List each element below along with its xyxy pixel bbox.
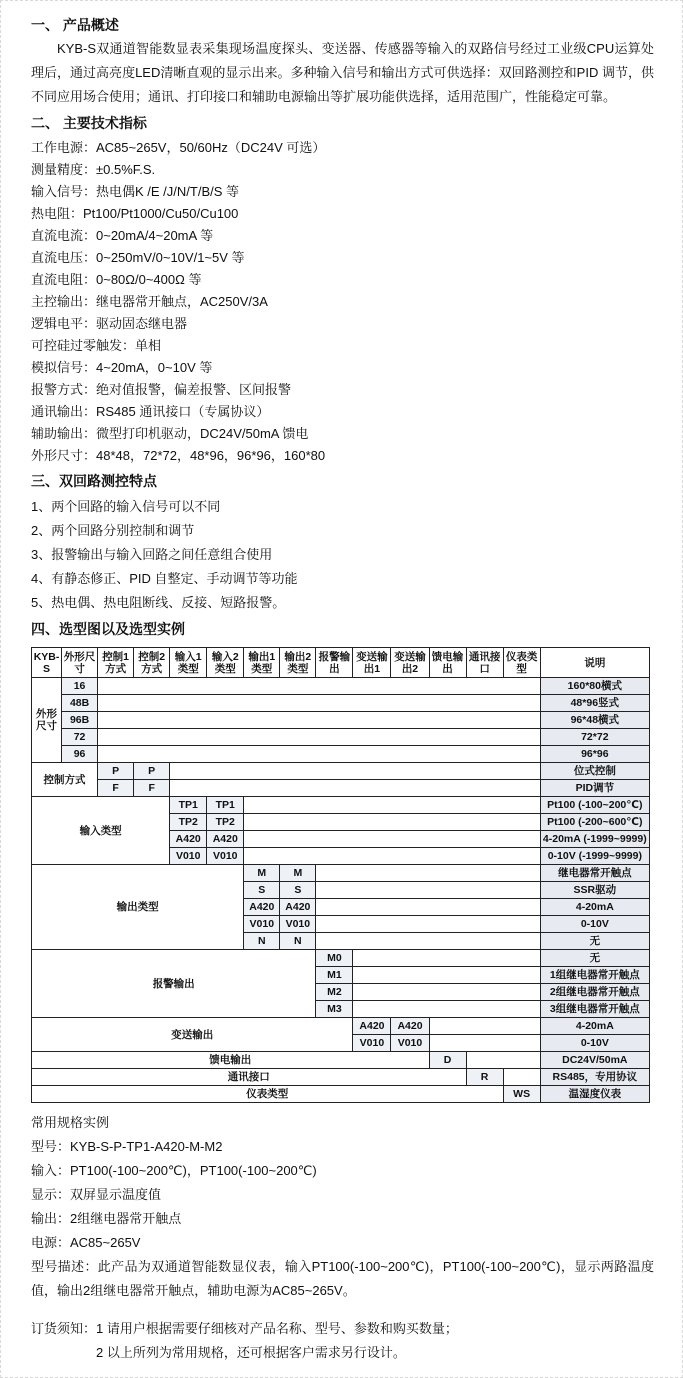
code-cell: M: [280, 865, 316, 882]
desc-cell: PID调节: [540, 780, 649, 797]
code-cell: 48B: [62, 695, 98, 712]
spec-item: 通讯输出：RS485 通讯接口（专属协议）: [31, 404, 270, 419]
section-4-heading: 四、选型图以及选型实例: [31, 621, 185, 637]
code-cell: A420: [207, 831, 244, 848]
spec-example-item: 型号：KYB-S-P-TP1-A420-M-M2: [31, 1139, 223, 1154]
spacer-cell: [316, 933, 540, 950]
table-row: [32, 780, 650, 797]
code-cell: M1: [316, 967, 353, 984]
feature-list: [31, 495, 654, 615]
code-cell: V010: [391, 1035, 429, 1052]
spec-item: 直流电流：0~20mA/4~20mA 等: [31, 228, 214, 243]
spacer-cell: [98, 729, 541, 746]
spec-example-item: 显示：双屏显示温度值: [31, 1187, 162, 1202]
spacer-cell: [98, 695, 541, 712]
spec-item: 辅助输出：微型打印机驱动，DC24V/50mA 馈电: [31, 426, 309, 441]
spacer-cell: [244, 831, 540, 848]
desc-cell: 160*80横式: [540, 678, 649, 695]
table-row: [32, 950, 650, 967]
table-header-row: [32, 648, 650, 678]
col-header: 输入2类型: [207, 648, 244, 678]
code-cell: 96B: [62, 712, 98, 729]
code-cell: A420: [280, 899, 316, 916]
col-header: 馈电输出: [429, 648, 466, 678]
col-header: 说明: [540, 648, 649, 678]
col-header: 外形尺寸: [62, 648, 98, 678]
code-cell: WS: [503, 1086, 540, 1103]
desc-cell: 96*48横式: [540, 712, 649, 729]
section-label-cell: 控制方式: [32, 763, 98, 797]
spec-item: 直流电压：0~250mV/0~10V/1~5V 等: [31, 250, 245, 265]
order-notes: [31, 1317, 654, 1365]
spacer-cell: [98, 746, 541, 763]
code-cell: F: [134, 780, 170, 797]
code-cell: V010: [244, 916, 280, 933]
spacer-cell: [353, 967, 540, 984]
code-cell: A420: [391, 1018, 429, 1035]
spec-item: 热电阻：Pt100/Pt1000/Cu50/Cu100: [31, 206, 239, 221]
section-label-cell: 变送输出: [32, 1018, 353, 1052]
table-row: [32, 1018, 650, 1035]
col-header: 仪表类型: [503, 648, 540, 678]
spacer-cell: [244, 814, 540, 831]
desc-cell: 0-10V: [540, 916, 649, 933]
col-header: 控制2方式: [134, 648, 170, 678]
table-row: [32, 1052, 650, 1069]
desc-cell: RS485，专用协议: [540, 1069, 649, 1086]
col-header: 变送输出1: [353, 648, 391, 678]
spacer-cell: [98, 712, 541, 729]
desc-cell: 0-10V: [540, 1035, 649, 1052]
spacer-cell: [466, 1052, 540, 1069]
code-cell: M0: [316, 950, 353, 967]
code-cell: M: [244, 865, 280, 882]
desc-cell: 无: [540, 950, 649, 967]
code-cell: M2: [316, 984, 353, 1001]
section-label-cell: 外形尺寸: [32, 678, 62, 763]
section-label-cell: 报警输出: [32, 950, 316, 1018]
desc-cell: SSR驱动: [540, 882, 649, 899]
code-cell: N: [280, 933, 316, 950]
table-row: [32, 746, 650, 763]
desc-cell: 48*96竖式: [540, 695, 649, 712]
spacer-cell: [244, 797, 540, 814]
code-cell: 16: [62, 678, 98, 695]
code-cell: 72: [62, 729, 98, 746]
table-row: [32, 865, 650, 882]
desc-cell: 温湿度仪表: [540, 1086, 649, 1103]
desc-cell: 4-20mA: [540, 899, 649, 916]
spacer-cell: [316, 899, 540, 916]
col-header: 输出2类型: [280, 648, 316, 678]
feature-item: 5、热电偶、热电阻断线、反接、短路报警。: [31, 595, 286, 610]
table-row: [32, 678, 650, 695]
spec-item: 输入信号：热电偶K /E /J/N/T/B/S 等: [31, 184, 240, 199]
feature-item: 3、报警输出与输入回路之间任意组合使用: [31, 547, 273, 562]
model-selection-table: [31, 647, 650, 1103]
desc-cell: 96*96: [540, 746, 649, 763]
tech-spec-list: [31, 137, 654, 467]
spec-item: 模拟信号：4~20mA，0~10V 等: [31, 360, 213, 375]
spec-item: 直流电阻：0~80Ω/0~400Ω 等: [31, 272, 202, 287]
code-cell: TP2: [207, 814, 244, 831]
desc-cell: 72*72: [540, 729, 649, 746]
col-header: KYB-S: [32, 648, 62, 678]
section-label-cell: 通讯接口: [32, 1069, 467, 1086]
spacer-cell: [429, 1035, 540, 1052]
code-cell: P: [134, 763, 170, 780]
desc-cell: 4-20mA (-1999~9999): [540, 831, 649, 848]
spacer-cell: [353, 984, 540, 1001]
code-cell: F: [98, 780, 134, 797]
code-cell: V010: [207, 848, 244, 865]
desc-cell: DC24V/50mA: [540, 1052, 649, 1069]
spec-example-block: [31, 1111, 654, 1303]
code-cell: TP1: [170, 797, 207, 814]
spec-item: 主控输出：继电器常开触点，AC250V/3A: [31, 294, 268, 309]
desc-cell: 4-20mA: [540, 1018, 649, 1035]
col-header: 输出1类型: [244, 648, 280, 678]
code-cell: A420: [170, 831, 207, 848]
code-cell: V010: [170, 848, 207, 865]
desc-cell: 0-10V (-1999~9999): [540, 848, 649, 865]
spacer-cell: [244, 848, 540, 865]
spec-example-item: 输出：2组继电器常开触点: [31, 1211, 182, 1226]
desc-cell: 无: [540, 933, 649, 950]
desc-cell: 2组继电器常开触点: [540, 984, 649, 1001]
spec-example-item: 电源：AC85~265V: [31, 1235, 141, 1250]
section-label-cell: 输入类型: [32, 797, 170, 865]
table-row: [32, 695, 650, 712]
spacer-cell: [353, 950, 540, 967]
spacer-cell: [353, 1001, 540, 1018]
code-cell: D: [429, 1052, 466, 1069]
table-row: [32, 729, 650, 746]
code-cell: TP2: [170, 814, 207, 831]
order-note-line: 订货须知：1 请用户根据需要仔细核对产品名称、型号、参数和购买数量；: [31, 1321, 458, 1336]
spacer-cell: [170, 763, 540, 780]
code-cell: P: [98, 763, 134, 780]
code-cell: R: [466, 1069, 503, 1086]
section-2-heading: 二、 主要技术指标: [31, 115, 147, 131]
feature-item: 2、两个回路分别控制和调节: [31, 523, 195, 538]
spec-example-title: 常用规格实例: [31, 1115, 110, 1130]
desc-cell: 1组继电器常开触点: [540, 967, 649, 984]
desc-cell: Pt100 (-100~200℃): [540, 797, 649, 814]
col-header: 变送输出2: [391, 648, 429, 678]
spec-item: 逻辑电平：驱动固态继电器: [31, 316, 188, 331]
table-row: [32, 1086, 650, 1103]
desc-cell: Pt100 (-200~600℃): [540, 814, 649, 831]
feature-item: 4、有静态修正、PID 自整定、手动调节等功能: [31, 571, 298, 586]
spacer-cell: [316, 916, 540, 933]
spacer-cell: [98, 678, 541, 695]
section-label-cell: 馈电输出: [32, 1052, 430, 1069]
col-header: 输入1类型: [170, 648, 207, 678]
col-header: 控制1方式: [98, 648, 134, 678]
spec-item: 外形尺寸：48*48，72*72，48*96，96*96，160*80: [31, 448, 326, 463]
table-row: [32, 797, 650, 814]
feature-item: 1、两个回路的输入信号可以不同: [31, 499, 221, 514]
code-cell: A420: [353, 1018, 391, 1035]
code-cell: N: [244, 933, 280, 950]
spacer-cell: [170, 780, 540, 797]
table-row: [32, 1069, 650, 1086]
spacer-cell: [316, 865, 540, 882]
section-label-cell: 输出类型: [32, 865, 244, 950]
code-cell: TP1: [207, 797, 244, 814]
section-1-heading: 一、 产品概述: [31, 17, 119, 33]
desc-cell: 继电器常开触点: [540, 865, 649, 882]
col-header: 通讯接口: [466, 648, 503, 678]
code-cell: S: [280, 882, 316, 899]
section-label-cell: 仪表类型: [32, 1086, 504, 1103]
code-cell: S: [244, 882, 280, 899]
spacer-cell: [503, 1069, 540, 1086]
code-cell: A420: [244, 899, 280, 916]
section-3-heading: 三、双回路测控特点: [31, 473, 157, 489]
spec-example-item: 输入：PT100(-100~200℃)，PT100(-100~200℃): [31, 1163, 317, 1178]
spacer-cell: [429, 1018, 540, 1035]
table-row: [32, 712, 650, 729]
spec-item: 工作电源：AC85~265V，50/60Hz（DC24V 可选）: [31, 140, 326, 155]
col-header: 报警输出: [316, 648, 353, 678]
spec-item: 报警方式：绝对值报警，偏差报警、区间报警: [31, 382, 292, 397]
model-description-paragraph: 型号描述：此产品为双通道智能数显仪表，输入PT100(-100~200℃)，PT100(-100~200℃)，显示两路温度值，输出2组继电器常开触点，辅助电源为AC85~265V。: [31, 1259, 654, 1298]
spacer-cell: [316, 882, 540, 899]
code-cell: M3: [316, 1001, 353, 1018]
code-cell: V010: [353, 1035, 391, 1052]
desc-cell: 位式控制: [540, 763, 649, 780]
spec-item: 测量精度：±0.5%F.S.: [31, 162, 156, 177]
code-cell: 96: [62, 746, 98, 763]
desc-cell: 3组继电器常开触点: [540, 1001, 649, 1018]
code-cell: V010: [280, 916, 316, 933]
product-overview-paragraph: KYB-S双通道智能数显表采集现场温度探头、变送器、传感器等输入的双路信号经过工业级CPU运算处理后，通过高亮度LED清晰直观的显示出来。多种输入信号和输出方式可供选择：双回路测控和PID 调节，供不同应用场合使用；通讯、打印接口和辅助电源输出等扩展功能供选择，适用范围广，性能稳定可靠。: [31, 41, 654, 104]
table-row: [32, 763, 650, 780]
order-note-line: 2 以上所列为常用规格，还可根据客户需求另行设计。: [96, 1345, 406, 1360]
spec-item: 可控硅过零触发：单相: [31, 338, 162, 353]
